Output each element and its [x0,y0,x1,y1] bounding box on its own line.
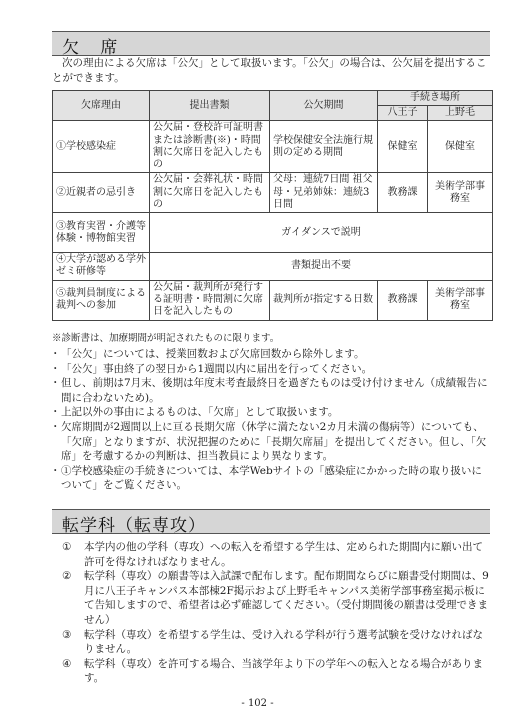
list-item [60,540,492,569]
section-heading-absence [52,31,490,56]
list-item: ・ 上記以外の事由によるものは、「欠席」として取扱います。 [52,405,492,420]
cell-reason: ④大学が認める学外ゼミ研修等 [53,253,150,280]
header-place: 手続き場所 [378,91,493,106]
item-text: 転学科（専攻）を希望する学生は、受け入れる学科が行う選考試験を受けなければなりません。 [84,628,483,656]
list-item: ・ ①学校感染症の手続きについては、本学Webサイトの「感染症にかかった時の取り扱いについて」をご覧ください。 [52,464,492,493]
item-text: 本学内の他の学科（専攻）への転入を希望する学生は、定められた期間内に願い出て許可を得なければなりません。 [84,541,483,568]
list-item: ・ 但し、前期は7月末、後期は年度末考査最終日を過ぎたものは受け付けません（成績報告に間に合わないため)。 [52,376,492,405]
header-docs: 提出書類 [150,91,270,121]
item-number: ④ [62,657,72,670]
cell-uenoge: 美術学部事務室 [428,173,493,213]
cell-hachioji: 教務課 [378,173,428,213]
cell-hachioji: 教務課 [378,280,428,320]
cell-uenoge: 美術学部事務室 [428,280,493,320]
section-title: 欠 席 [62,38,126,58]
list-item: ・ 「公欠」事由終了の翌日から1週間以内に届出を行ってください。 [52,362,492,377]
section-title: 転学科（転専攻） [62,516,206,536]
table-row [53,280,493,320]
transfer-list [60,540,492,686]
list-item [60,628,492,657]
header-hachioji: 八王子 [378,106,428,121]
cell-merged: 書類提出不要 [150,253,493,280]
cell-uenoge: 保健室 [428,121,493,173]
table-row [53,173,493,213]
cell-period: 父母：連続7日間 祖父母・兄弟姉妹：連続3日間 [270,173,378,213]
list-item [60,569,492,627]
table-row [53,213,493,253]
notes-list [52,347,492,493]
list-item: ・ 欠席期間が2週間以上に亘る長期欠席（休学に満たない2カ月未満の傷病等）についても、「欠席」となりますが、状況把握のために「長期欠席届」を提出してください。但し、「欠席」を考慮するかの判断は、担当教員により異なります。 [52,420,492,464]
header-period: 公欠期間 [270,91,378,121]
cell-reason: ②近親者の忌引き [53,173,150,213]
table-footnote: ※診断書は、加療期間が明記されたものに限ります。 [52,333,280,344]
item-text: 転学科（専攻）の願書等は入試課で配布します。配布期間ならびに願書受付期間は、9月に八王子キャンパス本部棟2F掲示および上野毛キャンパス美術学部事務室掲示板にて告知しますので、希望者は必ず確認してください。（受付期間後の願書は受理できません） [84,570,489,626]
cell-reason: ③教育実習・介護等体験・博物館実習 [53,213,150,253]
cell-period: 裁判所が指定する日数 [270,280,378,320]
cell-docs: 公欠届・登校許可証明書または診断書(※)・時間割に欠席日を記入したもの [150,121,270,173]
cell-reason: ①学校感染症 [53,121,150,173]
item-number: ③ [62,628,72,641]
page-number: - 102 - [241,698,274,709]
cell-hachioji: 保健室 [378,121,428,173]
item-number: ② [62,570,72,583]
absence-table [52,90,493,321]
intro-paragraph: 次の理由による欠席は「公欠」として取扱います。「公欠」の場合は、公欠届を提出することができます。 [52,57,487,84]
cell-docs: 公欠届・会葬礼状・時間割に欠席日を記入したもの [150,173,270,213]
table-row [53,121,493,173]
item-number: ① [62,541,72,553]
list-item [60,657,492,686]
header-uenoge: 上野毛 [428,106,493,121]
cell-reason: ⑤裁判員制度による裁判への参加 [53,280,150,320]
table-row [53,253,493,280]
cell-docs: 公欠届・裁判所が発行する証明書・時間割に欠席日を記入したもの [150,280,270,320]
cell-merged: ガイダンスで説明 [150,213,493,253]
list-item: ・ 「公欠」については、授業回数および欠席回数から除外します。 [52,347,492,362]
section-heading-transfer [52,509,490,534]
item-text: 転学科（専攻）を許可する場合、当該学年より下の学年への転入となる場合があります。 [84,657,483,685]
cell-period: 学校保健安全法施行規則の定める期間 [270,121,378,173]
header-reason: 欠席理由 [53,91,150,121]
